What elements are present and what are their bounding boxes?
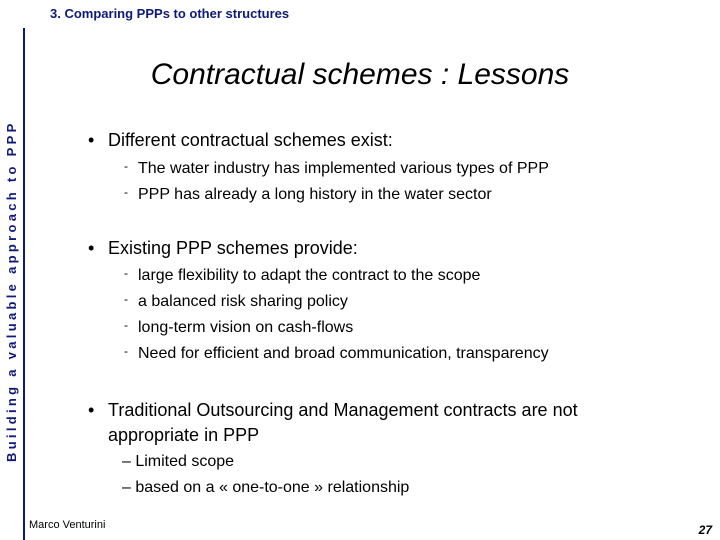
sub-item-text: large flexibility to adapt the contract to the scope: [138, 267, 481, 284]
dash-glyph: -: [124, 318, 128, 332]
sub-item-text: The water industry has implemented various types of PPP: [138, 160, 549, 177]
bullet-2: [88, 236, 358, 261]
bullet-glyph: •: [88, 130, 95, 150]
page-number: 27: [698, 523, 712, 537]
bullet-1: [88, 128, 393, 153]
sub-item-2-4: [124, 341, 549, 367]
sub-item-text: Need for efficient and broad communication, transparency: [138, 345, 549, 362]
sub-item-3-1: – Limited scope: [122, 453, 235, 470]
slide-title: Contractual schemes : Lessons: [150, 58, 570, 91]
bullet-glyph: •: [88, 400, 95, 420]
author-name: Marco Venturini: [29, 519, 106, 531]
bullet-3: [88, 398, 578, 448]
dash-glyph: -: [124, 344, 128, 358]
sub-item-text: long-term vision on cash-flows: [138, 319, 354, 336]
dash-glyph: -: [124, 266, 128, 280]
sub-item-2-1: [124, 263, 480, 289]
sub-item-1-2: [124, 182, 492, 208]
dash-glyph: -: [124, 159, 128, 173]
bullet-text-line-2: appropriate in PPP: [108, 425, 260, 445]
dash-glyph: -: [124, 292, 128, 306]
sub-item-text: a balanced risk sharing policy: [138, 293, 348, 310]
dash-glyph: -: [124, 185, 128, 199]
section-label: 3. Comparing PPPs to other structures: [50, 6, 290, 21]
vertical-title: Building a valuable approach to PPP: [4, 120, 19, 462]
sub-item-2-2: [124, 289, 348, 315]
bullet-text: Different contractual schemes exist:: [108, 130, 393, 150]
sub-item-3-2: – based on a « one-to-one » relationship: [122, 479, 410, 496]
bullet-glyph: •: [88, 238, 95, 258]
bullet-text: Existing PPP schemes provide:: [108, 238, 358, 258]
sub-item-text: PPP has already a long history in the water sector: [138, 186, 492, 203]
sub-item-2-3: [124, 315, 353, 341]
bullet-text: [108, 398, 578, 448]
bullet-text-line-1: Traditional Outsourcing and Management contracts are not: [108, 400, 578, 420]
sub-item-1-1: [124, 156, 549, 182]
